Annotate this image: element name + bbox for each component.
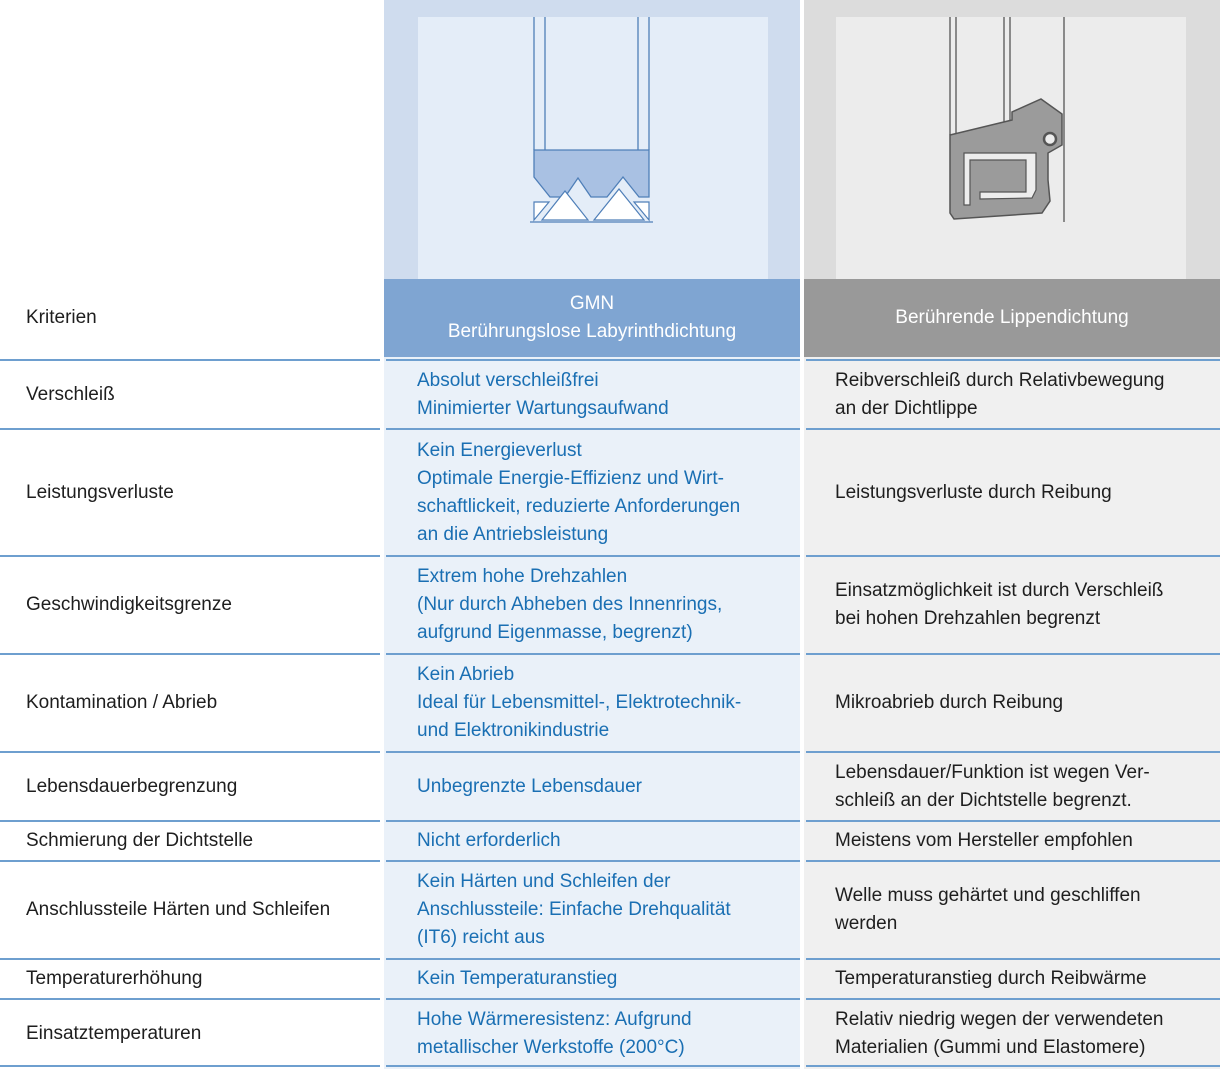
criterion-text: Temperaturerhöhung	[26, 968, 203, 989]
lip-cell	[835, 556, 1210, 654]
gmn-cell-line: Kein Energieverlust	[417, 439, 582, 461]
criterion-label	[26, 654, 376, 752]
lip-cell-line: an der Dichtlippe	[835, 397, 978, 419]
gmn-cell-line: (Nur durch Abheben des Innenrings,	[417, 594, 723, 615]
criterion-label	[26, 556, 376, 654]
gmn-cell	[417, 360, 787, 429]
gmn-cell	[417, 821, 787, 861]
gmn-cell-line: Hohe Wärmeresistenz: Aufgrund	[417, 1008, 692, 1030]
lip-seal-icon	[836, 17, 1186, 279]
criterion-label	[26, 360, 376, 429]
gmn-cell	[417, 654, 787, 752]
labyrinth-seal-icon	[418, 17, 768, 279]
gmn-column-header	[384, 279, 800, 357]
gmn-brand: GMN	[569, 293, 615, 314]
lip-cell-line: werden	[835, 913, 898, 934]
gmn-cell-line: Ideal für Lebensmittel-, Elektrotechnik-	[417, 692, 742, 713]
lip-cell-line: Reibverschleiß durch Relativbewegung	[835, 369, 1165, 391]
lip-cell	[835, 821, 1210, 861]
lip-cell	[835, 861, 1210, 959]
gmn-cell	[417, 959, 787, 999]
gmn-cell	[417, 752, 787, 821]
criterion-label	[26, 821, 376, 861]
gmn-cell-line: Kein Temperaturanstieg	[417, 968, 618, 989]
lip-cell	[835, 959, 1210, 999]
lip-cell	[835, 999, 1210, 1068]
lip-cell	[835, 752, 1210, 821]
criterion-label	[26, 861, 376, 959]
gmn-cell-line: Kein Härten und Schleifen der	[417, 871, 671, 892]
lip-cell-line: Meistens vom Hersteller empfohlen	[835, 830, 1133, 851]
gmn-cell-line: an die Antriebsleistung	[417, 523, 609, 545]
criterion-label	[26, 752, 376, 821]
gmn-cell-line: Minimierter Wartungsaufwand	[417, 397, 669, 419]
criterion-text: Geschwindigkeitsgrenze	[26, 594, 232, 615]
criterion-text: Anschlussteile Härten und Schleifen	[26, 899, 331, 920]
criterion-text: Einsatztemperaturen	[26, 1022, 202, 1044]
gmn-column-title: Berührungslose Labyrinthdichtung	[447, 321, 737, 342]
gmn-cell	[417, 861, 787, 959]
lip-cell-line: Leistungsverluste durch Reibung	[835, 481, 1112, 503]
row-divider	[806, 1065, 1220, 1067]
lip-column-header: Berührende Lippendichtung	[804, 279, 1220, 357]
gmn-cell-line: schaftlickeit, reduzierte Anforderungen	[417, 495, 741, 517]
criterion-label	[26, 429, 376, 556]
lip-cell-line: Lebensdauer/Funktion ist wegen Ver-	[835, 761, 1150, 783]
gmn-cell-line: (IT6) reicht aus	[417, 927, 545, 948]
gmn-cell	[417, 999, 787, 1068]
gmn-cell-line: und Elektronikindustrie	[417, 720, 610, 741]
criterion-label	[26, 999, 376, 1068]
lip-cell-line: Materialien (Gummi und Elastomere)	[835, 1036, 1146, 1058]
lip-cell-line: Relativ niedrig wegen der verwendeten	[835, 1008, 1164, 1030]
gmn-cell-line: Kein Abrieb	[417, 664, 515, 685]
lip-cell	[835, 654, 1210, 752]
lip-cell-line: schleiß an der Dichtstelle begrenzt.	[835, 789, 1132, 811]
gmn-cell-line: aufgrund Eigenmasse, begrenzt)	[417, 622, 693, 643]
criterion-label	[26, 959, 376, 999]
lip-cell-line: Einsatzmöglichkeit ist durch Verschleiß	[835, 580, 1164, 601]
gmn-cell-line: Absolut verschleißfrei	[417, 369, 599, 391]
gmn-cell	[417, 556, 787, 654]
gmn-cell-line: Extrem hohe Drehzahlen	[417, 566, 628, 587]
gmn-cell-line: metallischer Werkstoffe (200°C)	[417, 1036, 685, 1058]
criterion-text: Verschleiß	[26, 383, 115, 405]
lip-cell	[835, 429, 1210, 556]
lip-cell-line: Welle muss gehärtet und geschliffen	[835, 885, 1141, 906]
gmn-cell-line: Optimale Energie-Effizienz und Wirt-	[417, 467, 724, 489]
lip-cell-line: Temperaturanstieg durch Reibwärme	[835, 968, 1147, 989]
criterion-text: Schmierung der Dichtstelle	[26, 830, 254, 851]
lip-cell-line: Mikroabrieb durch Reibung	[835, 692, 1064, 713]
gmn-cell	[417, 429, 787, 556]
lip-cell-line: bei hohen Drehzahlen begrenzt	[835, 608, 1101, 629]
criterion-text: Kontamination / Abrieb	[26, 692, 218, 713]
row-divider	[386, 1065, 800, 1067]
criterion-text: Lebensdauerbegrenzung	[26, 775, 238, 797]
gmn-cell-line: Anschlussteile: Einfache Drehqualität	[417, 899, 731, 920]
lip-cell	[835, 360, 1210, 429]
row-divider	[0, 1065, 380, 1067]
criteria-header: Kriterien	[26, 307, 97, 328]
criterion-text: Leistungsverluste	[26, 481, 174, 503]
gmn-cell-line: Nicht erforderlich	[417, 830, 561, 851]
gmn-cell-line: Unbegrenzte Lebensdauer	[417, 775, 643, 797]
